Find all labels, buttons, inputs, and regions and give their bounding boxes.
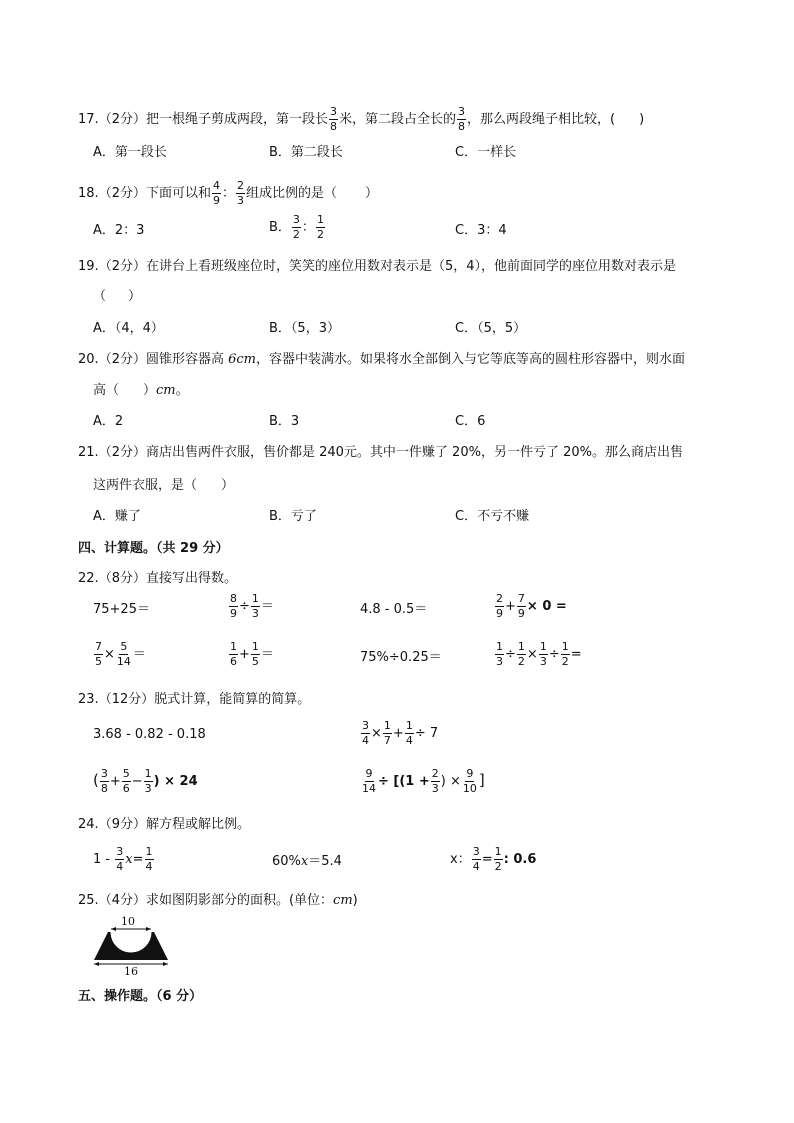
question-text: （ <box>93 289 107 304</box>
option-c: C．3：4 <box>455 223 507 238</box>
question-score: （8分） <box>98 571 146 586</box>
question-19-blank <box>93 288 141 306</box>
equation-item <box>272 853 342 871</box>
question-text: 直接写出得数。 <box>145 571 237 586</box>
fraction <box>517 593 526 620</box>
question-text: 在讲台上看班级座位时，笑笑的座位用数对表示是（5，4），他前面同学的座位用数对表示是 <box>145 259 677 274</box>
denominator: 9 <box>517 607 525 620</box>
denominator: 9 <box>230 607 237 620</box>
numerator: 8 <box>230 592 237 605</box>
operator: + <box>109 774 121 789</box>
equals: ＝ <box>132 647 146 662</box>
question-number: 22. <box>78 571 99 586</box>
fraction <box>494 846 503 873</box>
fraction <box>539 641 548 668</box>
equals: = <box>481 852 493 867</box>
ratio-colon: ： <box>221 186 235 201</box>
operator: ÷ 7 <box>414 726 439 741</box>
calc-item <box>360 768 485 795</box>
denominator: 4 <box>362 734 369 747</box>
shaded-region <box>94 932 168 960</box>
numerator: 3 <box>100 767 108 780</box>
question-text: ) <box>352 893 358 908</box>
operator: + <box>505 599 516 614</box>
question-score: （2分） <box>98 445 146 460</box>
variable: x <box>300 854 309 869</box>
question-number: 25. <box>78 893 99 908</box>
question-19-stem <box>78 258 676 276</box>
fraction <box>292 214 301 241</box>
denominator: 4 <box>116 860 124 873</box>
option-c: C．6 <box>455 414 486 429</box>
shaded-area-figure <box>88 912 178 980</box>
ratio-colon: ： <box>301 220 315 235</box>
numerator: 1 <box>230 640 237 653</box>
question-number: 20. <box>78 352 99 367</box>
operator: ) × <box>440 774 461 789</box>
fraction <box>383 720 392 747</box>
numerator: 4 <box>212 179 220 192</box>
operator: ÷ [(1 + <box>378 774 430 789</box>
calc-item <box>360 720 438 747</box>
denominator: 2 <box>561 655 569 668</box>
question-text: 把一根绳子剪成两段，第一段长 <box>145 112 328 127</box>
calc-item: 3.68 - 0.82 - 0.18 <box>93 727 206 742</box>
denominator: 6 <box>230 655 237 668</box>
fraction <box>495 641 504 668</box>
fraction <box>561 641 570 668</box>
fraction <box>517 641 526 668</box>
question-text: 。 <box>175 383 189 398</box>
numerator: 1 <box>405 719 413 732</box>
numerator: 1 <box>494 845 502 858</box>
question-24-stem <box>78 816 250 834</box>
question-20-stem <box>78 351 685 369</box>
numerator: 1 <box>144 767 152 780</box>
fraction <box>361 768 377 795</box>
denominator: 3 <box>144 782 152 795</box>
option-a: A．2 <box>93 414 124 429</box>
question-score: （12分） <box>98 692 155 707</box>
numerator: 3 <box>472 845 480 858</box>
fraction <box>431 768 440 795</box>
denominator: 7 <box>383 734 391 747</box>
top-dimension-label: 10 <box>121 915 135 928</box>
question-22-stem <box>78 570 237 588</box>
calc-item <box>228 641 274 668</box>
numerator: 3 <box>116 845 124 858</box>
question-text: 解方程或解比例。 <box>145 817 250 832</box>
question-text: ） <box>128 289 142 304</box>
unit-label: cm <box>156 383 176 398</box>
question-text: 脱式计算，能简算的简算。 <box>154 692 311 707</box>
denominator: 4 <box>472 860 480 873</box>
fraction <box>495 593 504 620</box>
numerator: 9 <box>365 767 373 780</box>
fraction <box>251 593 260 620</box>
calc-item <box>93 768 198 795</box>
question-text: 求如图阴影部分的面积。(单位： <box>145 893 334 908</box>
question-score: （9分） <box>98 817 146 832</box>
variable: x <box>125 852 133 867</box>
fraction <box>361 720 370 747</box>
equals: = <box>132 852 144 867</box>
denominator: 6 <box>122 782 130 795</box>
denominator: 4 <box>145 860 153 873</box>
calc-item <box>494 641 582 668</box>
numerator: 7 <box>517 592 525 605</box>
denominator: 4 <box>405 734 413 747</box>
unit-label: cm <box>333 893 353 908</box>
calc-item <box>228 593 274 620</box>
question-text: 圆锥形容器高 <box>145 352 229 367</box>
fraction <box>116 641 132 668</box>
denominator: 3 <box>237 194 244 207</box>
option-a: A．赚了 <box>93 509 141 524</box>
calc-item <box>93 641 146 668</box>
question-number: 23. <box>78 692 99 707</box>
numerator: 1 <box>383 719 391 732</box>
numerator: 1 <box>561 640 569 653</box>
denominator: 2 <box>292 228 300 241</box>
numerator: 1 <box>251 592 259 605</box>
bottom-dimension-label: 16 <box>124 965 138 978</box>
denominator: 2 <box>494 860 502 873</box>
question-text: 这两件衣服，是（ <box>93 478 198 493</box>
denominator: 14 <box>362 782 376 795</box>
arrow-left-icon <box>94 962 99 966</box>
section-4-title: 四、计算题。（共 29 分） <box>78 541 229 556</box>
fraction <box>236 180 245 207</box>
numerator: 5 <box>122 767 130 780</box>
question-text: 组成比例的是（ <box>246 186 338 201</box>
operator: + <box>239 647 250 662</box>
operator: x： <box>450 852 471 867</box>
numerator: 5 <box>120 640 128 653</box>
numerator: 1 <box>145 845 153 858</box>
numerator: 2 <box>237 179 244 192</box>
option-a: A．（4，4） <box>93 321 164 336</box>
denominator: 3 <box>431 782 439 795</box>
question-number: 24. <box>78 817 99 832</box>
operator: ＝5.4 <box>308 854 342 869</box>
option-b: B．亏了 <box>269 509 317 524</box>
denominator: 5 <box>251 655 259 668</box>
operator: ] <box>478 771 485 789</box>
numerator: 2 <box>431 767 439 780</box>
calc-item <box>494 593 567 620</box>
fraction <box>145 846 154 873</box>
numerator: 3 <box>292 213 300 226</box>
option-b <box>269 214 326 241</box>
denominator: 9 <box>212 194 220 207</box>
denominator: 5 <box>95 655 102 668</box>
denominator: 8 <box>458 120 465 133</box>
question-number: 21. <box>78 445 99 460</box>
question-21-stem <box>78 444 683 462</box>
question-score: （2分） <box>98 186 146 201</box>
fraction <box>472 846 481 873</box>
equals: = <box>570 647 582 662</box>
question-text: ） <box>143 383 157 398</box>
question-text: ，容器中装满水。如果将水全部倒入与它等底等高的圆柱形容器中，则水面 <box>256 352 686 367</box>
fraction <box>229 641 238 668</box>
option-b: B．（5，3） <box>269 321 340 336</box>
question-text: 商店出售两件衣服，售价都是 240元。其中一件赚了 20%，另一件亏了 20%。那么商店出售 <box>145 445 683 460</box>
question-text: 米，第二段占全长的 <box>338 112 456 127</box>
denominator: 2 <box>517 655 525 668</box>
fraction <box>144 768 153 795</box>
operator: − <box>131 774 143 789</box>
question-text: 下面可以和 <box>145 186 211 201</box>
question-number: 19. <box>78 259 99 274</box>
numerator: 1 <box>539 640 547 653</box>
section-5-title: 五、操作题。（6 分） <box>78 989 203 1004</box>
calc-item: 4.8 - 0.5＝ <box>360 602 428 617</box>
denominator: 3 <box>496 655 503 668</box>
denominator: 8 <box>329 120 337 133</box>
numerator: 3 <box>329 105 337 118</box>
numerator: 1 <box>251 640 259 653</box>
option-a: A．2：3 <box>93 223 145 238</box>
question-20-blank <box>93 382 189 400</box>
question-score: （2分） <box>98 259 146 274</box>
question-text: ） <box>365 186 379 201</box>
operator: × <box>104 647 115 662</box>
arrow-right-icon <box>163 962 168 966</box>
operator: 1 - <box>93 852 111 867</box>
fraction <box>329 106 338 133</box>
denominator: 14 <box>116 655 131 668</box>
fraction <box>457 106 466 133</box>
denominator: 3 <box>251 607 259 620</box>
denominator: 8 <box>100 782 108 795</box>
operator: × <box>371 726 382 741</box>
arrow-right-icon <box>146 927 151 931</box>
equals: ＝ <box>260 599 274 614</box>
option-a: A．第一段长 <box>93 145 167 160</box>
equals: ＝ <box>260 647 274 662</box>
question-score: （4分） <box>98 893 146 908</box>
operator: ( <box>93 771 99 789</box>
fraction <box>229 593 238 620</box>
option-b: B．3 <box>269 414 300 429</box>
fraction <box>212 180 221 207</box>
unit-label: 6cm <box>228 352 256 367</box>
numerator: 7 <box>95 640 102 653</box>
operator: × 0 = <box>526 599 567 614</box>
question-21-blank <box>93 477 234 495</box>
operator: ÷ <box>239 599 250 614</box>
fraction <box>462 768 478 795</box>
option-label: B． <box>269 220 291 235</box>
question-score: （2分） <box>98 352 146 367</box>
question-text: ) <box>639 112 645 127</box>
operator: : 0.6 <box>503 852 537 867</box>
equation-item <box>93 846 155 873</box>
operator: ) × 24 <box>153 774 198 789</box>
option-c: C．一样长 <box>455 145 517 160</box>
question-number: 18. <box>78 186 99 201</box>
question-text: ，那么两段绳子相比较，( <box>467 112 616 127</box>
calc-item: 75+25＝ <box>93 602 150 617</box>
numerator: 9 <box>466 767 474 780</box>
numerator: 1 <box>496 640 503 653</box>
operator: 60% <box>272 854 301 869</box>
fraction <box>316 214 325 241</box>
fraction <box>122 768 131 795</box>
fraction <box>100 768 109 795</box>
operator: × <box>526 647 538 662</box>
numerator: 1 <box>316 213 324 226</box>
option-b: B．第二段长 <box>269 145 343 160</box>
numerator: 3 <box>362 719 369 732</box>
denominator: 10 <box>462 782 477 795</box>
denominator: 9 <box>496 607 503 620</box>
fraction <box>405 720 414 747</box>
question-25-stem <box>78 892 358 910</box>
question-17-stem <box>78 106 644 133</box>
numerator: 1 <box>517 640 525 653</box>
operator: ÷ <box>548 647 560 662</box>
question-number: 17. <box>78 112 99 127</box>
question-text: 高（ <box>93 383 120 398</box>
question-score: （2分） <box>98 112 146 127</box>
operator: ÷ <box>505 647 516 662</box>
arrow-left-icon <box>111 927 116 931</box>
fraction <box>115 846 124 873</box>
numerator: 2 <box>496 592 503 605</box>
calc-item: 75%÷0.25＝ <box>360 650 442 665</box>
option-c: C．（5，5） <box>455 321 527 336</box>
numerator: 3 <box>458 105 465 118</box>
equation-item <box>450 846 536 873</box>
operator: + <box>392 726 404 741</box>
question-text: ） <box>221 478 235 493</box>
option-c: C．不亏不赚 <box>455 509 530 524</box>
denominator: 2 <box>316 228 324 241</box>
fraction <box>251 641 260 668</box>
question-18-stem <box>78 180 378 207</box>
question-23-stem <box>78 691 310 709</box>
denominator: 3 <box>539 655 547 668</box>
fraction <box>94 641 103 668</box>
